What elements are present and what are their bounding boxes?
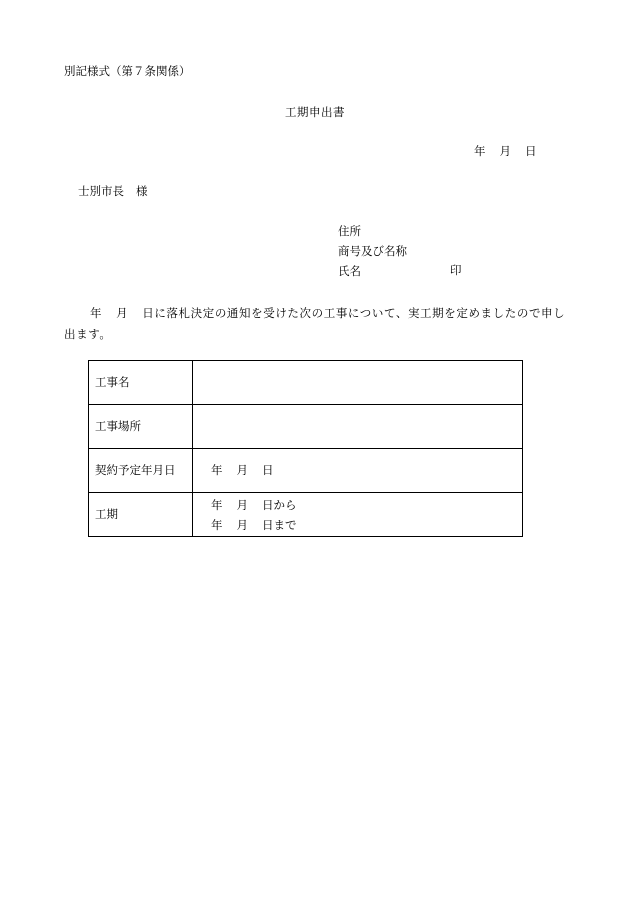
contract-date-label: 契約予定年月日 [89, 449, 193, 493]
construction-period-value [193, 493, 523, 537]
date-month-label: 月 [499, 144, 511, 158]
seal-label: 印 [450, 263, 462, 277]
contract-month-label: 月 [236, 462, 248, 477]
contract-year-label: 年 [211, 462, 223, 477]
from-day-label: 日から [262, 497, 297, 512]
addressee-honorific: 様 [136, 184, 148, 198]
addressee-name: 士別市長 [78, 184, 124, 198]
contract-date-value [193, 449, 523, 493]
construction-info-table [88, 360, 523, 537]
submission-date [474, 146, 537, 158]
table-row [89, 493, 523, 537]
address-label: 住所 [338, 224, 361, 238]
construction-name-value [193, 361, 523, 405]
construction-period-label: 工期 [89, 493, 193, 537]
from-year-label: 年 [211, 497, 223, 512]
construction-name-label: 工事名 [89, 361, 193, 405]
to-day-label: 日まで [262, 517, 297, 532]
company-name-label: 商号及び名称 [338, 244, 407, 258]
addressee [78, 186, 148, 198]
table-row [89, 405, 523, 449]
to-year-label: 年 [211, 517, 223, 532]
date-year-label: 年 [474, 144, 486, 158]
body-month-label: 月 [116, 306, 129, 320]
table-row [89, 449, 523, 493]
construction-site-label: 工事場所 [89, 405, 193, 449]
body-paragraph [64, 303, 576, 345]
construction-site-value [193, 405, 523, 449]
to-month-label: 月 [236, 517, 248, 532]
body-text: 日に落札決定の通知を受けた次の工事について、実工期を定めましたので申し出ます。 [64, 306, 566, 341]
period-to [211, 515, 522, 535]
document-title: 工期申出書 [285, 105, 345, 119]
from-month-label: 月 [236, 497, 248, 512]
date-day-label: 日 [525, 144, 537, 158]
body-year-label: 年 [90, 306, 103, 320]
contract-day-label: 日 [262, 462, 274, 477]
table-row [89, 361, 523, 405]
form-reference: 別記様式（第７条関係） [64, 64, 191, 78]
period-from [211, 495, 522, 515]
applicant-block [338, 224, 462, 285]
applicant-name-label: 氏名 [338, 264, 361, 278]
